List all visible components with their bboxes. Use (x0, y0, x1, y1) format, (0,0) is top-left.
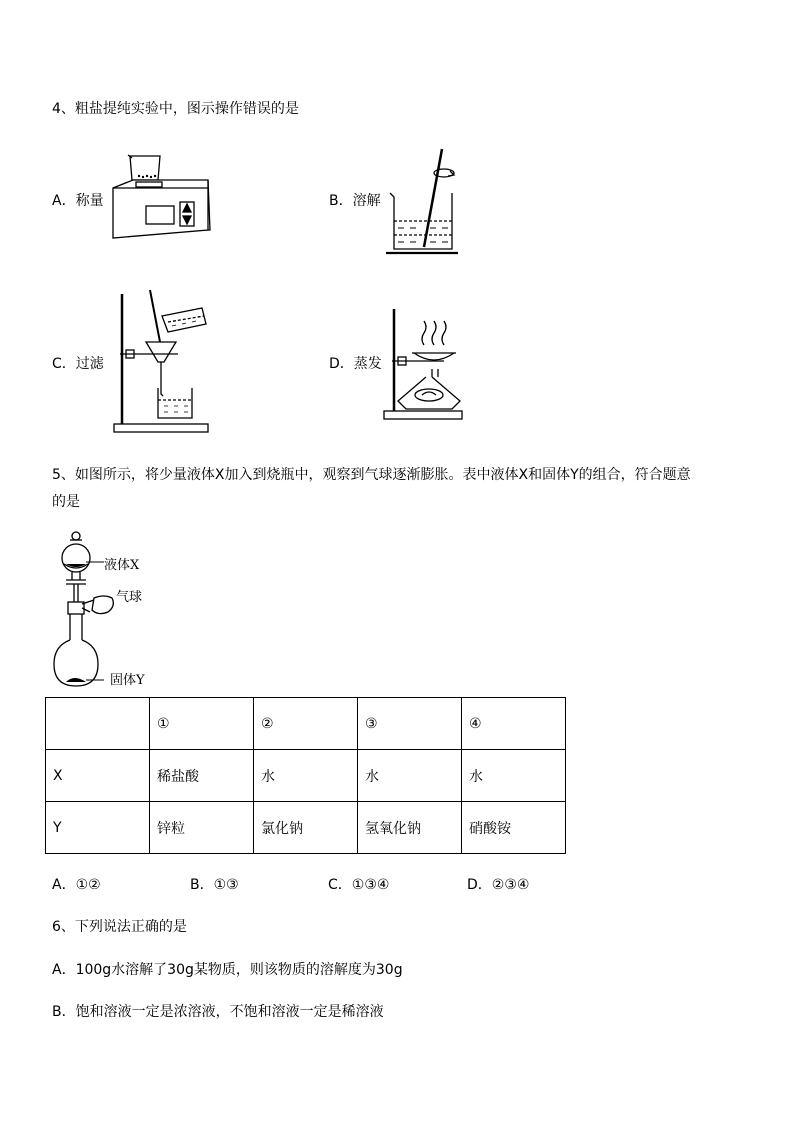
q6-stem: 6、下列说法正确的是 (52, 919, 187, 935)
q4-stem: 4、粗盐提纯实验中，图示操作错误的是 (52, 101, 299, 117)
q5-choice-b: B．①③ (190, 877, 239, 893)
q5-stem-line2: 的是 (52, 494, 80, 510)
balance-figure (108, 150, 214, 244)
q5-choice-a: A．①② (52, 877, 101, 893)
table-cell: ④ (462, 698, 566, 750)
table-cell: Y (46, 802, 150, 854)
table-cell: 氢氧化钠 (358, 802, 462, 854)
table-cell: ② (254, 698, 358, 750)
dissolving-figure (384, 145, 460, 257)
label-liquid-x: 液体X (104, 558, 140, 573)
q5-choice-d: D．②③④ (467, 877, 530, 893)
table-cell: 水 (358, 750, 462, 802)
q4-option-a: A．称量 (52, 193, 104, 209)
table-cell: 稀盐酸 (150, 750, 254, 802)
q6-option-b: B．饱和溶液一定是浓溶液，不饱和溶液一定是稀溶液 (52, 1004, 384, 1020)
table-cell (46, 698, 150, 750)
table-cell: 锌粒 (150, 802, 254, 854)
q4-option-c: C．过滤 (52, 356, 104, 372)
filtration-figure (112, 290, 212, 436)
label-solid-y: 固体Y (110, 673, 145, 688)
q5-stem-line1: 5、如图所示，将少量液体X加入到烧瓶中，观察到气球逐渐膨胀。表中液体X和固体Y的组合，符合题意 (52, 467, 691, 483)
table-cell: 水 (254, 750, 358, 802)
table-row (46, 802, 566, 854)
table-cell: 氯化钠 (254, 802, 358, 854)
q4-option-b: B．溶解 (329, 193, 381, 209)
table-row (46, 698, 566, 750)
q4-option-d: D．蒸发 (329, 356, 382, 372)
table-row (46, 750, 566, 802)
q6-option-a: A．100g水溶解了30g某物质，则该物质的溶解度为30g (52, 962, 403, 978)
table-cell: ① (150, 698, 254, 750)
evaporation-figure (382, 305, 464, 421)
table-cell: 水 (462, 750, 566, 802)
q5-choice-c: C．①③④ (328, 877, 390, 893)
table-cell: X (46, 750, 150, 802)
flask-apparatus-figure (52, 528, 124, 692)
table-cell: ③ (358, 698, 462, 750)
table-cell: 硝酸铵 (462, 802, 566, 854)
label-balloon: 气球 (116, 590, 143, 605)
q5-options-table (45, 697, 566, 854)
